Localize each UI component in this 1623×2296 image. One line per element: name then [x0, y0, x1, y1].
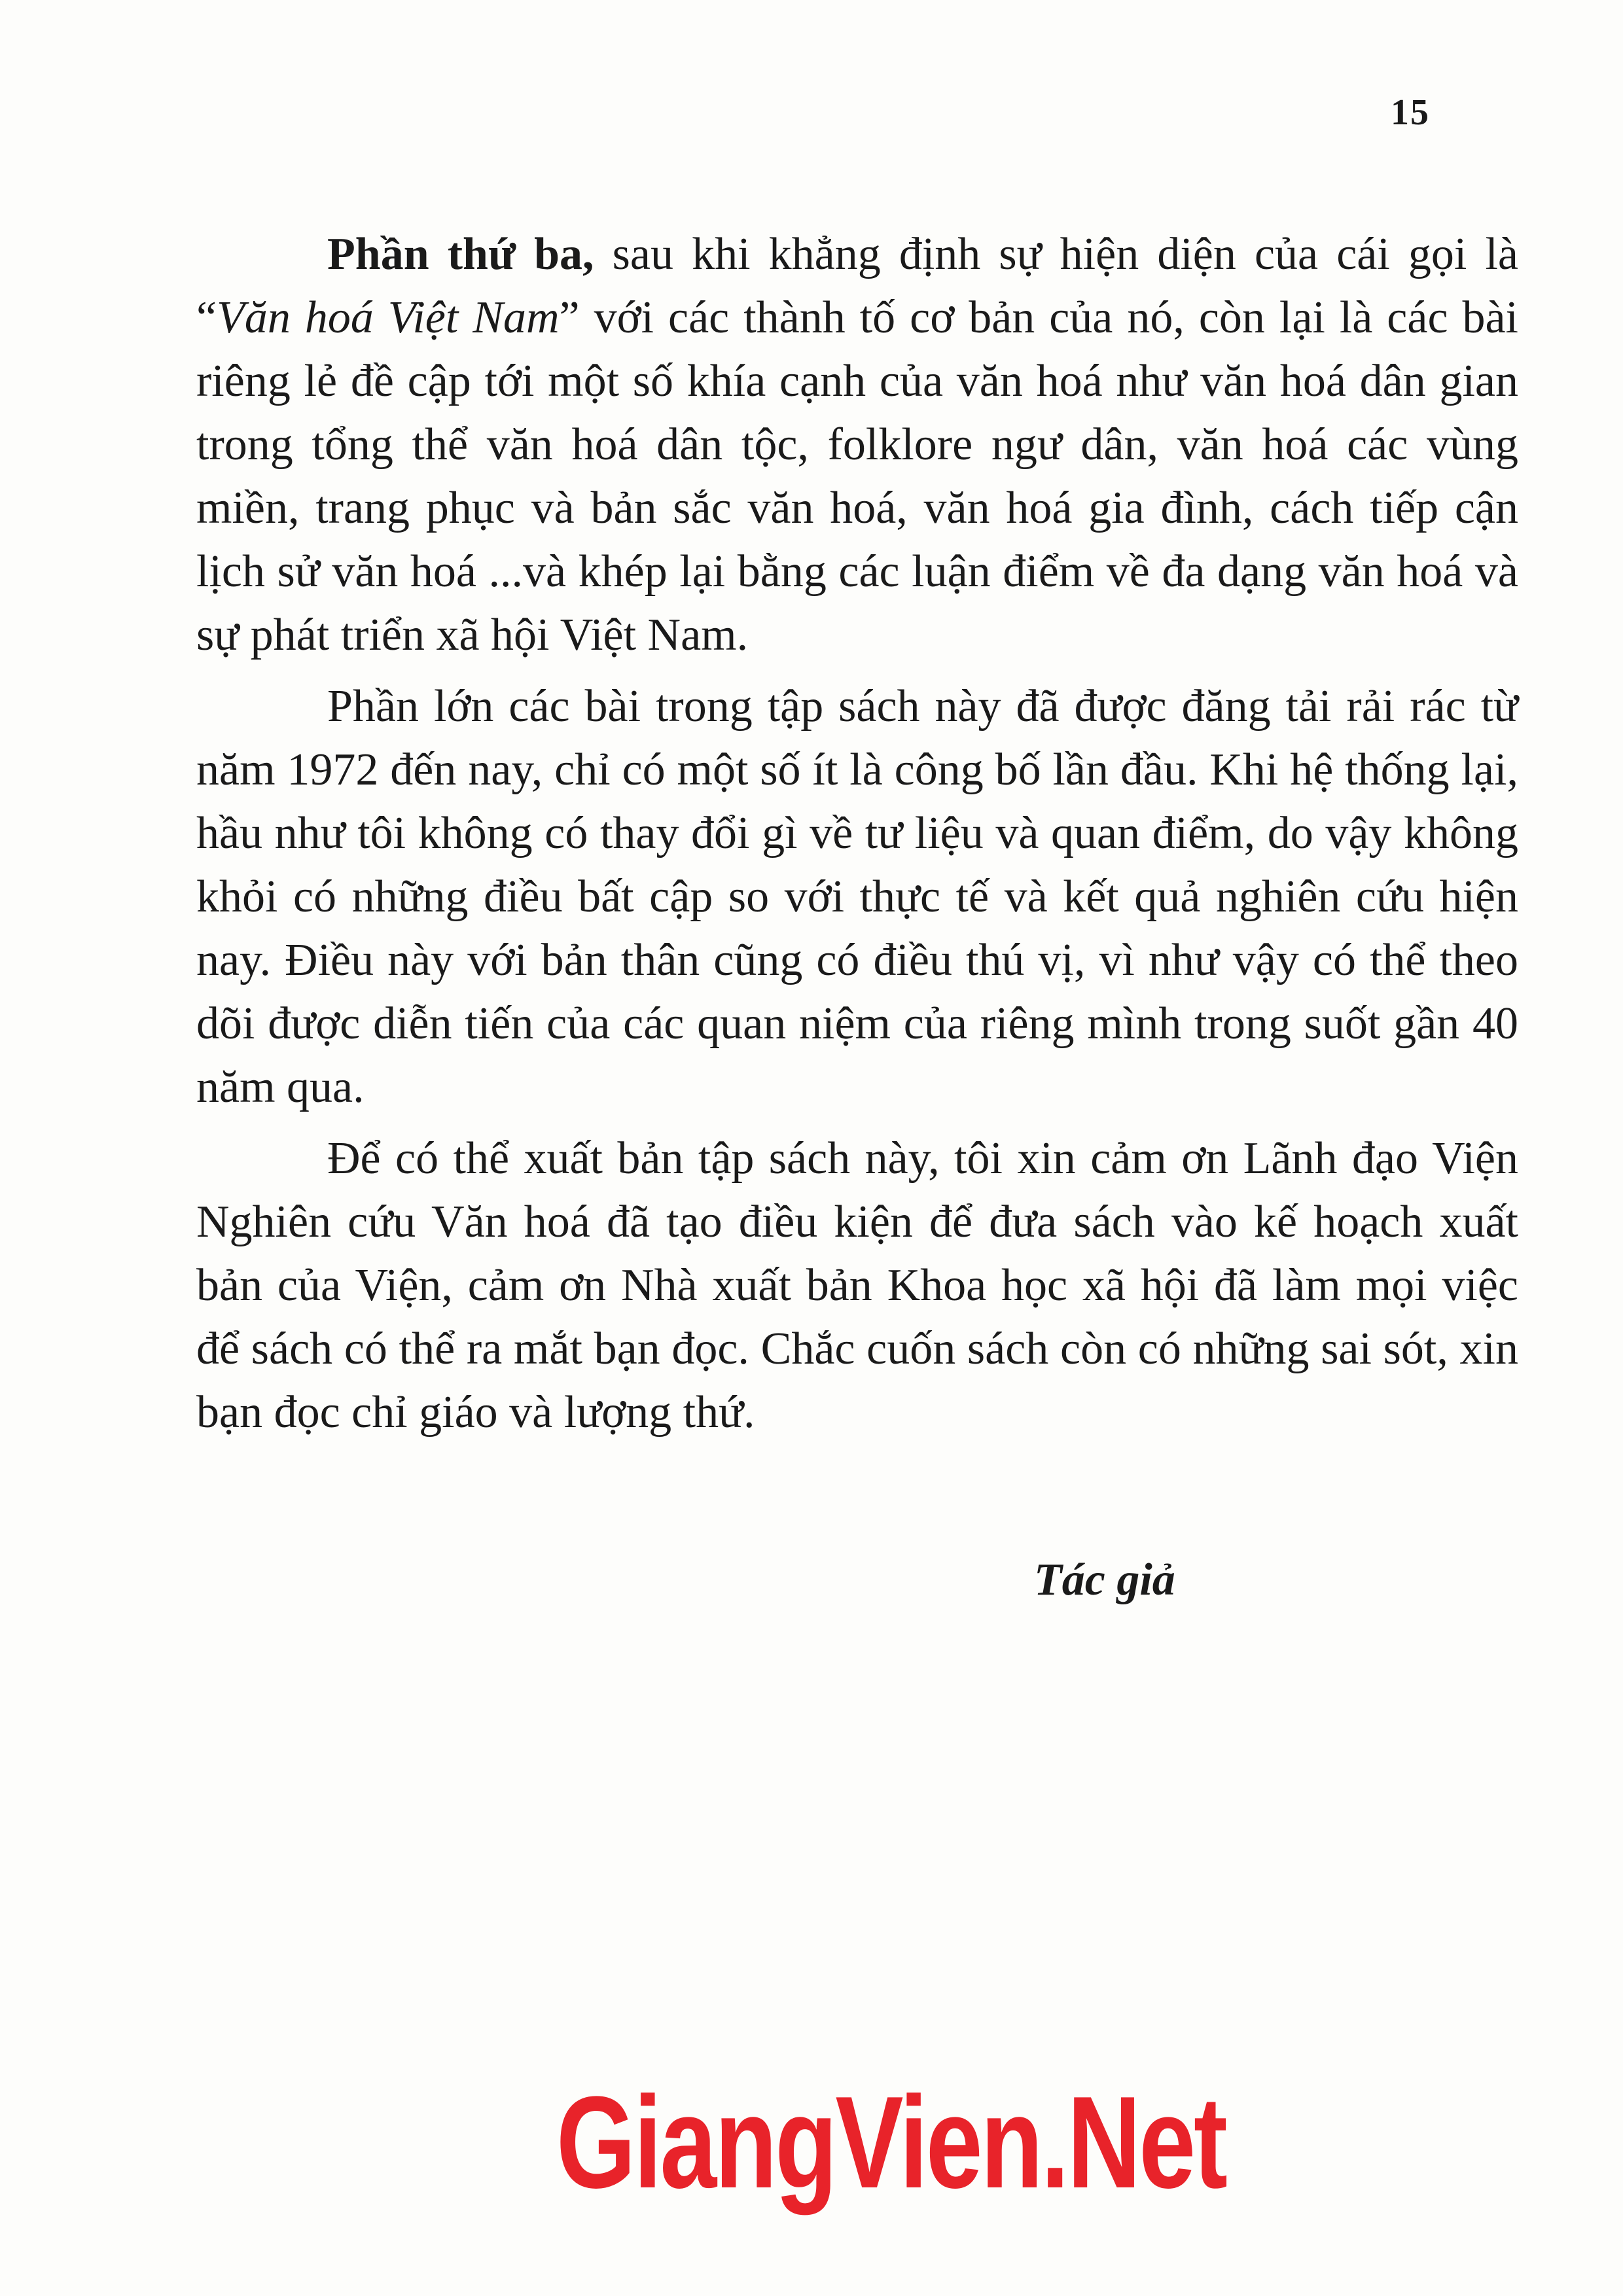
paragraph-1-before-title: sau khi khẳng định sự hiện diện của cái gọi là “: [196, 229, 1518, 343]
body-text: [196, 222, 1518, 1444]
page-number: 15: [1391, 92, 1430, 133]
paragraph-3: Để có thể xuất bản tập sách này, tôi xin cảm ơn Lãnh đạo Viện Nghiên cứu Văn hoá đã tạo điều kiện để đưa sách vào kế hoạch xuất bản của Viện, cảm ơn Nhà xuất bản Khoa học xã hội đã làm mọi việc để sách có thể ra mắt bạn đọc. Chắc cuốn sách còn có những sai sót, xin bạn đọc chỉ giáo và lượng thứ.: [196, 1133, 1518, 1438]
paragraph-1-after-title: ” với các thành tố cơ bản của nó, còn lại là các bài riêng lẻ đề cập tới một số khía cạnh của văn hoá như văn hoá dân gian trong tổng thể văn hoá dân tộc, folklore ngư dân, văn hoá các vùng miền, trang phục và bản sắc văn hoá, văn hoá gia đình, cách tiếp cận lịch sử văn hoá ...và khép lại bằng các luận điểm về đa dạng văn hoá và sự phát triển xã hội Việt Nam.: [196, 292, 1519, 660]
paragraph-2: Phần lớn các bài trong tập sách này đã được đăng tải rải rác từ năm 1972 đến nay, chỉ có một số ít là công bố lần đầu. Khi hệ thống lại, hầu như tôi không có thay đổi gì về tư liệu và quan điểm, do vậy không khỏi có những điều bất cập so với thực tế và kết quả nghiên cứu hiện nay. Điều này với bản thân cũng có điều thú vị, vì như vậy có thể theo dõi được diễn tiến của các quan niệm của riêng mình trong suốt gần 40 năm qua.: [196, 681, 1518, 1112]
author-signature: Tác giả: [1034, 1555, 1175, 1605]
paragraph-1-lead: Phần thứ ba,: [327, 229, 594, 279]
paragraph-1: [196, 222, 1518, 667]
book-title-italic: Văn hoá Việt Nam: [217, 292, 560, 343]
watermark-logo: GiangVien.Net: [556, 2070, 1226, 2216]
